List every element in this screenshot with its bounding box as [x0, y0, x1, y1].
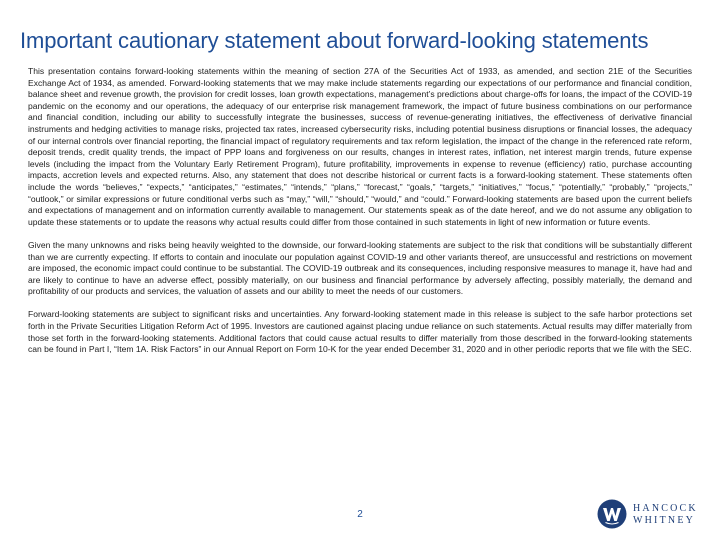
- disclaimer-body: [28, 66, 692, 367]
- hancock-whitney-logo: [597, 499, 707, 533]
- paragraph-safe-harbor: Forward-looking statements are subject to significant risks and uncertainties. Any forward-looking statement made in this release is subject to the safe harbor protections set forth in the Private Securities Litigation Reform Act of 1995. Investors are cautioned against placing undue reliance on such statements. Actual results may differ materially from those set forth in the forward-looking statements. Additional factors that could cause actual results to differ materially from those described in the forward-looking statements can be found in Part I, “Item 1A. Risk Factors” in our Annual Report on Form 10-K for the year ended December 31, 2020 and in other periodic reports that we file with the SEC.: [28, 309, 692, 355]
- logo-word-hancock: HANCOCK: [633, 503, 698, 514]
- logo-word-whitney: WHITNEY: [633, 515, 696, 526]
- paragraph-forward-looking: This presentation contains forward-looking statements within the meaning of section 27A of the Securities Act of 1933, as amended, and section 21E of the Securities Exchange Act of 1934, as amended. Forward-looking statements that we may make include statements regarding our expectations of our performance and financial condition, balance sheet and revenue growth, the provision for credit losses, loan growth expectations, management’s predictions about charge-offs for loans, the impact of the COVID-19 pandemic on the economy and our operations, the adequacy of our enterprise risk management framework, the impact of future business combinations on our performance and financial condition, including our ability to successfully integrate the businesses, success of revenue-generating initiatives, the effectiveness of derivative financial instruments and hedging activities to manage risks, projected tax rates, increased cybersecurity risks, including potential business disruptions or financial losses, the adequacy of our internal controls over financial reporting, the financial impact of regulatory requirements and tax reform legislation, the impact of the change in the referenced rate reform, deposit trends, credit quality trends, the impact of PPP loans and forgiveness on our results, changes in interest rates, inflation, net interest margin trends, future expense levels (including the impact from the Voluntary Early Retirement Program), future profitability, improvements in expense to revenue (efficiency) ratio, purchase accounting impacts, accretion levels and expected returns. Also, any statement that does not describe historical or current facts is a forward-looking statement. These statements often include the words “believes,” “expects,” “anticipates,” “estimates,” “intends,” “plans,” “forecast,” “goals,” “targets,” “initiatives,” “focus,” “potentially,” “probably,” “projects,” “outlook,” or similar expressions or future conditional verbs such as “may,” “will,” “should,” “would,” and “could.” Forward-looking statements are based upon the current beliefs and expectations of management and on information currently available to management. Our statements speak as of the date hereof, and we do not assume any obligation to update these statements or to update the reasons why actual results could differ from those contained in such statements in light of new information or future events.: [28, 66, 692, 227]
- hancock-whitney-emblem-icon: [597, 499, 627, 529]
- page-number: 2: [357, 509, 363, 520]
- paragraph-covid-risk: Given the many unknowns and risks being heavily weighted to the downside, our forward-looking statements are subject to the risk that conditions will be substantially different than we are currently expecting. If efforts to contain and inoculate our population against COVID-19 and other variants thereof, are unsuccessful and restrictions on movement are imposed, the economic impact could continue to be substantial. The COVID-19 outbreak and its consequences, including responsive measures to manage it, have had and are likely to continue to have an adverse effect, possibly materially, on our business and financial performance by adversely affecting, possibly materially, the demand and profitability of our products and services, the valuation of assets and our ability to meet the needs of our customers.: [28, 239, 692, 297]
- page-title: Important cautionary statement about forward-looking statements: [20, 28, 649, 53]
